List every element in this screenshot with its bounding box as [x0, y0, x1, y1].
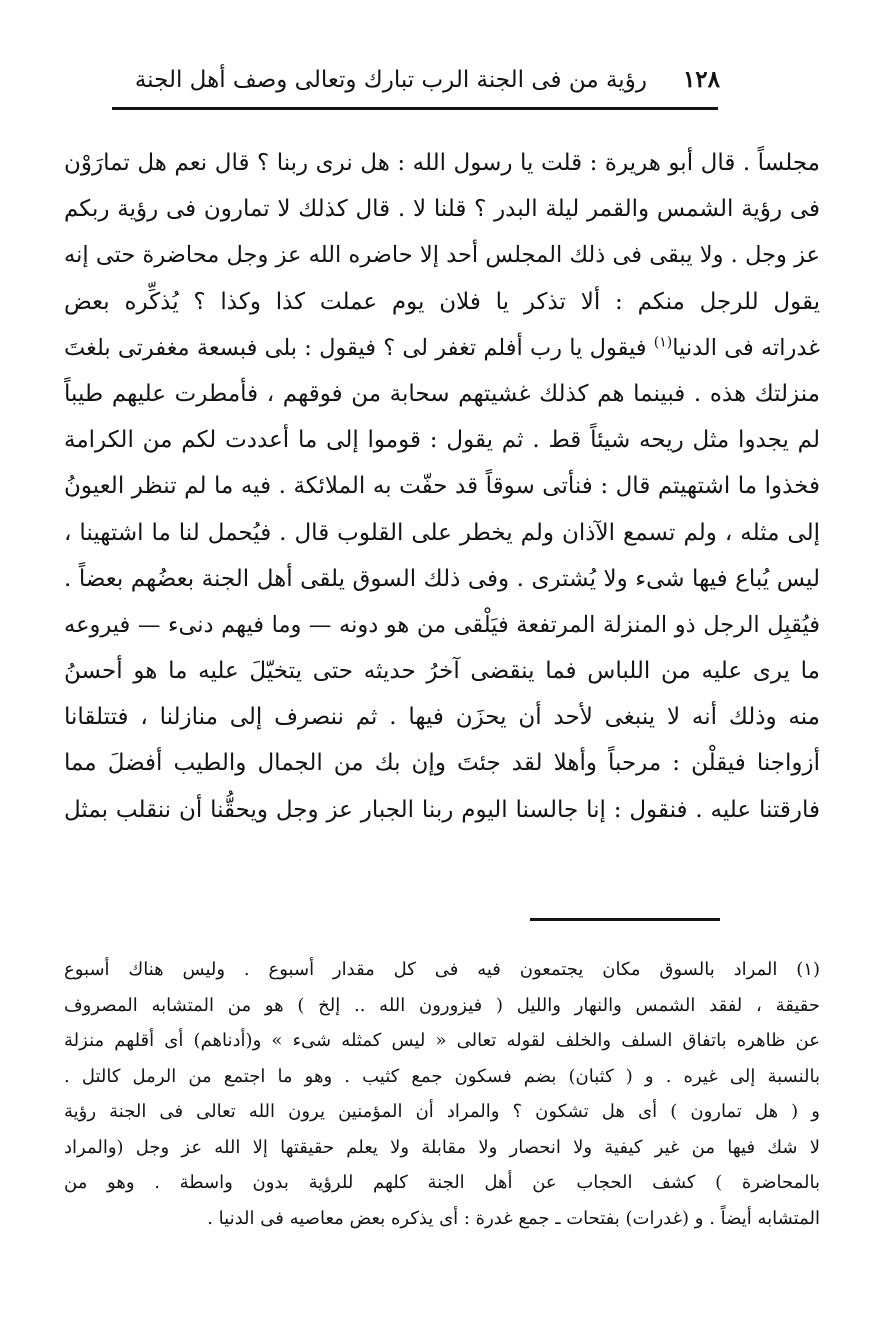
text-line: منزلتك هذه . فبينما هم كذلك غشيتهم سحابة من فوقهم ، فأمطرت عليهم طيباً [64, 380, 820, 407]
text-line: إلى مثله ، ولم تسمع الآذان ولم يخطر على القلوب قال . فيُحمل لنا ما اشتهينا ، [64, 519, 820, 546]
footnote-line: المتشابه أيضاً . و (غدرات) بفتحات ـ جمع غدرة : أى يذكره بعض معاصيه فى الدنيا . [207, 1207, 820, 1229]
footnote-line: عن ظاهره باتفاق السلف والخلف لقوله تعالى « ليس كمثله شىء » و(أدناهم) أى أقلهم منزلة [64, 1030, 820, 1051]
text-line [64, 325, 820, 371]
text-line: فيُقبِل الرجل ذو المنزلة المرتفعة فيَلْقى من هو دونه — وما فيهم دنىء — فيروعه [64, 611, 820, 638]
text-line: عز وجل . ولا يبقى فى ذلك المجلس أحد إلا حاضره الله عز وجل محاضرة حتى إنه [64, 242, 820, 269]
footnote-line: بالنسبة إلى غيره . و ( كثبان) بضم فسكون جمع كثيب . وهو ما اجتمع من الرمل كالتل . [64, 1065, 820, 1087]
footnote-line: لا شك فيها من غير كيفية ولا انحصار ولا مقابلة ولا يعلم حقيقتها إلا الله عز وجل (والمراد [64, 1136, 820, 1158]
running-title: رؤية من فى الجنة الرب تبارك وتعالى وصف أهل الجنة [134, 67, 647, 93]
footnote-marker: (١) [653, 334, 673, 351]
text-segment: فيقول يا رب أفلم تغفر لى ؟ فيقول : بلى فبسعة مغفرتى بلغتَ [64, 334, 654, 361]
text-segment: غدراته فى الدنيا [672, 334, 820, 361]
text-line: مجلساً . قال أبو هريرة : قلت يا رسول الله : هل نرى ربنا ؟ قال نعم هل تمارَوْن [64, 150, 820, 176]
text-line: يقول للرجل منكم : ألا تذكر يا فلان يوم عملت كذا وكذا ؟ يُذكِّره بعض [64, 288, 820, 315]
header-rule [112, 107, 718, 110]
footnote-separator [530, 918, 720, 921]
page-header [134, 60, 720, 100]
footnote-line: حقيقة ، لفقد الشمس والنهار والليل ( فيزورون الله .. إلخ ) هو من المتشابه المصروف [64, 994, 820, 1016]
text-line: ما يرى عليه من اللباس فما ينقضى آخرُ حديثه حتى يتخيّلَ عليه ما هو أحسنُ [64, 658, 820, 685]
text-line: منه وذلك أنه لا ينبغى لأحد أن يحزَن فيها . ثم ننصرف إلى منازلنا ، فتتلقانا [64, 704, 820, 731]
text-line: فخذوا ما اشتهيتم قال : فنأتى سوقاً قد حفّت به الملائكة . فيه ما لم تنظر العيونُ [64, 473, 820, 500]
footnote-line: (١) المراد بالسوق مكان يجتمعون فيه فى كل مقدار أسبوع . وليس هناك أسبوع [64, 959, 820, 980]
text-line: أزواجنا فيقلْن : مرحباً وأهلا لقد جئتَ وإن بك من الجمال والطيب أفضلَ مما [64, 750, 820, 777]
page-number: ١٢٨ [682, 66, 720, 93]
text-line: فى رؤية الشمس والقمر ليلة البدر ؟ قلنا لا . قال كذلك لا تمارون فى رؤية ربكم [64, 196, 820, 223]
main-text [64, 140, 820, 833]
footnotes [64, 952, 820, 1236]
footnote-line: بالمحاضرة ) كشف الحجاب عن أهل الجنة كلهم للرؤية بدون واسطة . وهو من [64, 1172, 820, 1193]
text-line: لم يجدوا مثل ريحه شيئاً قط . ثم يقول : قوموا إلى ما أعددت لكم من الكرامة [64, 427, 820, 454]
text-line: ليس يُباع فيها شىء ولا يُشترى . وفى ذلك السوق يلقى أهل الجنة بعضُهم بعضاً . [64, 565, 820, 592]
text-line: فارقتنا عليه . فنقول : إنا جالسنا اليوم ربنا الجبار عز وجل ويحقُّنا أن ننقلب بمثل [64, 796, 820, 823]
footnote-line: و ( هل تمارون ) أى هل تشكون ؟ والمراد أن المؤمنين يرون الله تعالى فى الجنة رؤية [64, 1101, 820, 1122]
